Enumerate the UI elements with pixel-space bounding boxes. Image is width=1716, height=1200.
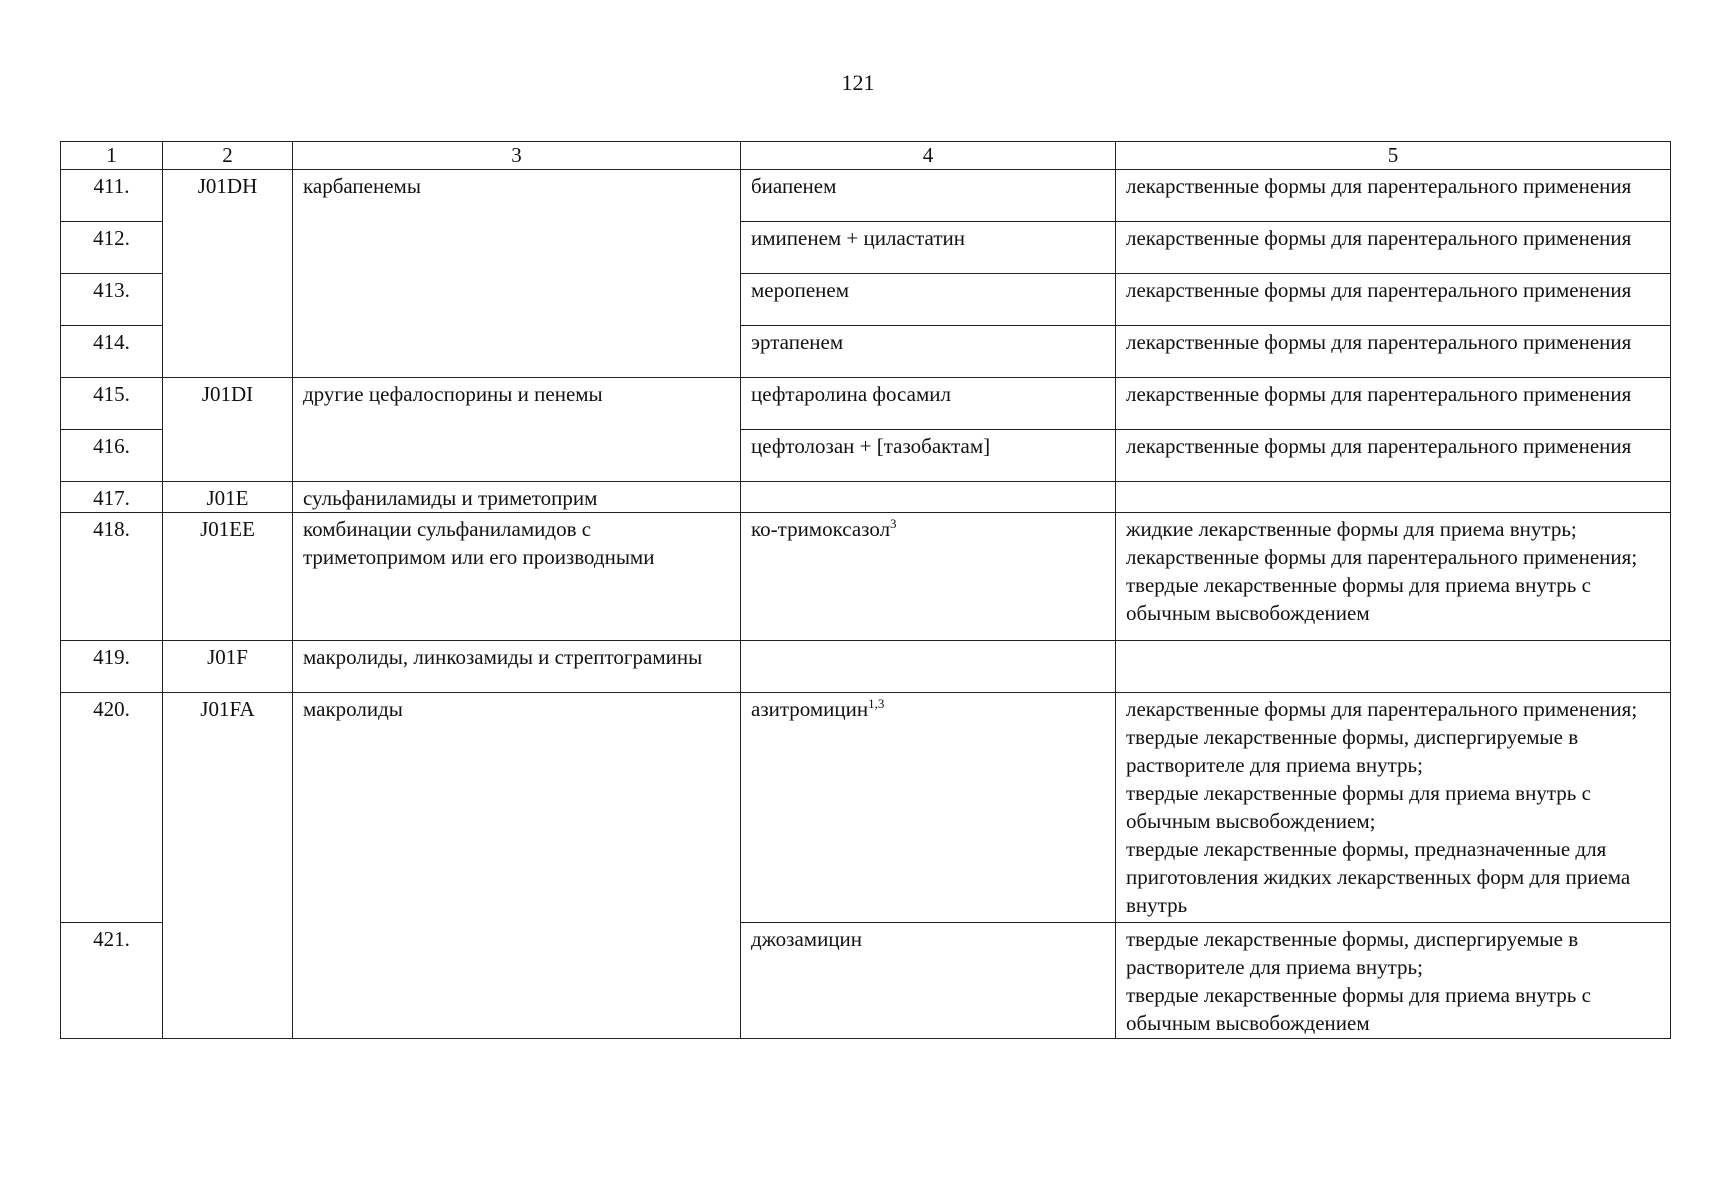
dosage-form-item: лекарственные формы для парентерального применения: [1126, 174, 1632, 198]
drug-name-text: меропенем: [751, 278, 850, 302]
dosage-forms: [1116, 693, 1671, 923]
drug-name-text: джозамицин: [751, 927, 863, 951]
dosage-forms: [1116, 482, 1671, 513]
drug-name: [741, 923, 1116, 1039]
footnote-superscript: 1,3: [868, 696, 885, 711]
drug-name: [741, 482, 1116, 513]
atc-code: J01FA: [163, 693, 293, 1039]
atc-group-name: макролиды: [293, 693, 741, 1039]
dosage-forms: [1116, 274, 1671, 326]
header-cell-5: 5: [1116, 142, 1671, 170]
drug-name-text: биапенем: [751, 174, 837, 198]
drug-name: [741, 430, 1116, 482]
atc-code: J01DI: [163, 378, 293, 482]
row-number: 411.: [61, 170, 163, 222]
drug-name-text: эртапенем: [751, 330, 844, 354]
dosage-form-item: твердые лекарственные формы, диспергируемые в растворителе для приема внутрь;: [1126, 927, 1579, 979]
dosage-forms: [1116, 430, 1671, 482]
table-row: [61, 378, 1671, 430]
atc-code: J01EE: [163, 513, 293, 641]
dosage-forms: [1116, 326, 1671, 378]
atc-code: J01F: [163, 641, 293, 693]
table-row: [61, 482, 1671, 513]
atc-group-name: сульфаниламиды и триметоприм: [293, 482, 741, 513]
dosage-form-item: твердые лекарственные формы для приема внутрь с обычным высвобождением: [1126, 983, 1591, 1035]
dosage-form-item: лекарственные формы для парентерального применения;: [1126, 545, 1638, 569]
dosage-form-item: лекарственные формы для парентерального применения: [1126, 226, 1632, 250]
page-number: 121: [841, 70, 875, 95]
atc-group-name: макролиды, линкозамиды и стрептограмины: [293, 641, 741, 693]
dosage-form-item: твердые лекарственные формы для приема внутрь с обычным высвобождением: [1126, 573, 1591, 625]
header-cell-4: 4: [741, 142, 1116, 170]
drug-name: [741, 326, 1116, 378]
row-number: 414.: [61, 326, 163, 378]
drug-name-text: цефтаролина фосамил: [751, 382, 951, 406]
dosage-forms: [1116, 222, 1671, 274]
header-row: [61, 142, 1671, 170]
dosage-forms: [1116, 513, 1671, 641]
drug-name: [741, 170, 1116, 222]
drug-name: [741, 641, 1116, 693]
atc-group-name: другие цефалоспорины и пенемы: [293, 378, 741, 482]
dosage-form-item: лекарственные формы для парентерального применения: [1126, 434, 1632, 458]
header-cell-3: 3: [293, 142, 741, 170]
row-number: 420.: [61, 693, 163, 923]
drug-name: [741, 513, 1116, 641]
dosage-form-item: лекарственные формы для парентерального применения: [1126, 382, 1632, 406]
drug-name-text: ко-тримоксазол: [751, 517, 891, 541]
drug-name: [741, 378, 1116, 430]
dosage-form-item: лекарственные формы для парентерального применения: [1126, 330, 1632, 354]
table-row: [61, 641, 1671, 693]
dosage-form-item: жидкие лекарственные формы для приема внутрь;: [1126, 517, 1577, 541]
dosage-form-item: твердые лекарственные формы, предназначенные для приготовления жидких лекарственных форм для приема внутрь: [1126, 837, 1631, 917]
table-row: [61, 693, 1671, 923]
dosage-forms: [1116, 170, 1671, 222]
row-number: 419.: [61, 641, 163, 693]
drug-name: [741, 693, 1116, 923]
row-number: 413.: [61, 274, 163, 326]
drug-name-text: азитромицин: [751, 697, 869, 721]
row-number: 417.: [61, 482, 163, 513]
dosage-form-item: лекарственные формы для парентерального применения;: [1126, 697, 1638, 721]
footnote-superscript: 3: [890, 516, 897, 531]
row-number: 418.: [61, 513, 163, 641]
dosage-forms: [1116, 641, 1671, 693]
dosage-forms: [1116, 923, 1671, 1039]
drug-name: [741, 274, 1116, 326]
header-cell-1: 1: [61, 142, 163, 170]
drug-name: [741, 222, 1116, 274]
atc-group-name: комбинации сульфаниламидов с триметопримом или его производными: [293, 513, 741, 641]
drug-name-text: цефтолозан + [тазобактам]: [751, 434, 991, 458]
atc-code: J01E: [163, 482, 293, 513]
row-number: 415.: [61, 378, 163, 430]
row-number: 412.: [61, 222, 163, 274]
atc-group-name: карбапенемы: [293, 170, 741, 378]
row-number: 416.: [61, 430, 163, 482]
dosage-forms: [1116, 378, 1671, 430]
drug-name-text: имипенем + циластатин: [751, 226, 965, 250]
dosage-form-item: твердые лекарственные формы, диспергируемые в растворителе для приема внутрь;: [1126, 725, 1579, 777]
dosage-form-item: твердые лекарственные формы для приема внутрь с обычным высвобождением;: [1126, 781, 1591, 833]
table-body: [61, 170, 1671, 1039]
table-row: [61, 170, 1671, 222]
header-cell-2: 2: [163, 142, 293, 170]
table-row: [61, 513, 1671, 641]
dosage-form-item: лекарственные формы для парентерального применения: [1126, 278, 1632, 302]
row-number: 421.: [61, 923, 163, 1039]
atc-code: J01DH: [163, 170, 293, 378]
drug-table: [60, 141, 1671, 1039]
